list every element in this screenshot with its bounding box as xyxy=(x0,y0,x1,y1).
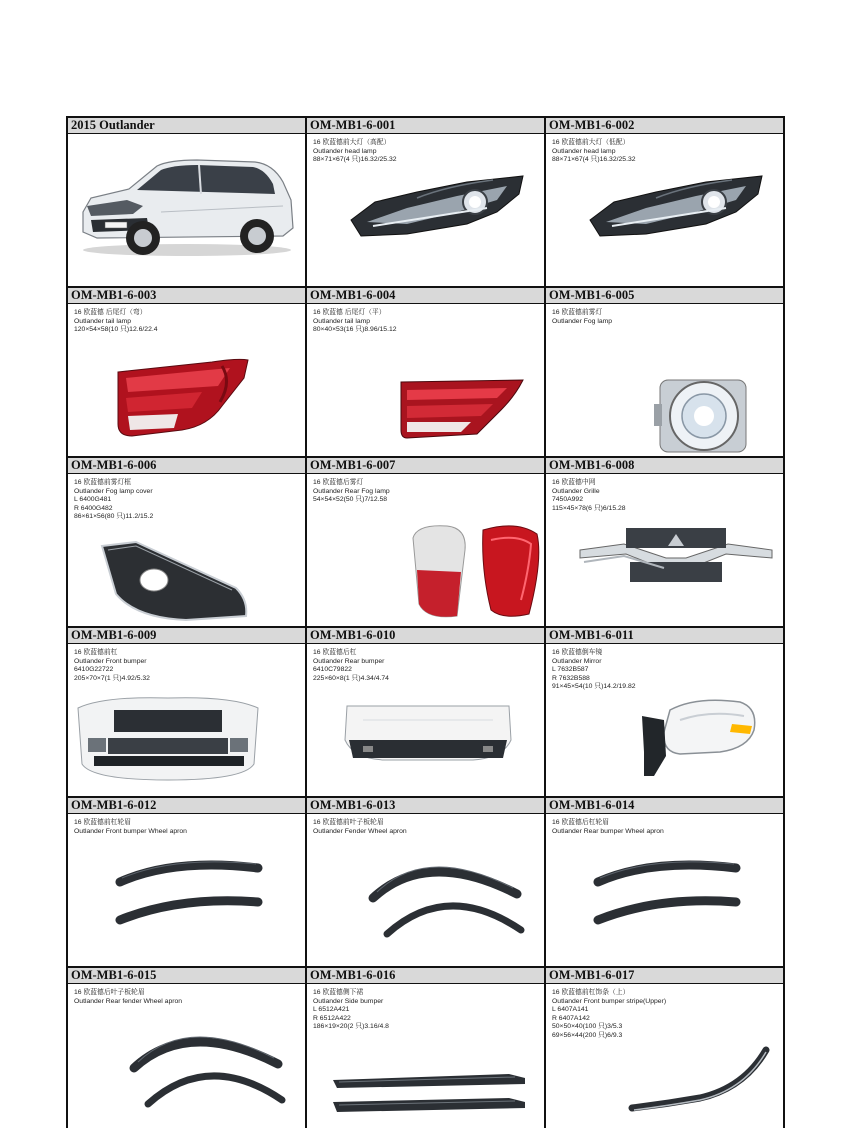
product-cell xyxy=(546,628,785,798)
tail-lamp-inner-image xyxy=(397,376,527,442)
outlander-car-image xyxy=(76,142,298,262)
description-line: R 6512A422 xyxy=(313,1014,351,1022)
bumper-stripe-image xyxy=(626,1044,776,1118)
product-body xyxy=(68,814,305,966)
product-body xyxy=(546,474,783,626)
catalog-row xyxy=(68,798,785,968)
description-line: Outlander head lamp xyxy=(552,147,616,155)
description-line: 16 欧蓝德后杠 xyxy=(313,649,357,656)
fog-lamp-cover-image xyxy=(96,536,256,626)
front-bumper-image xyxy=(74,694,262,784)
description-line: Outlander Rear Fog lamp xyxy=(313,487,390,495)
product-description xyxy=(313,139,397,165)
product-cell xyxy=(307,288,546,458)
catalog-row xyxy=(68,968,785,1128)
catalog-row xyxy=(68,628,785,798)
product-description xyxy=(74,819,187,836)
description-line: 115×45×78(6 只)6/15.28 xyxy=(552,504,626,512)
description-line: Outlander Front bumper stripe(Upper) xyxy=(552,997,667,1005)
product-code: OM-MB1-6-003 xyxy=(68,288,305,304)
product-body xyxy=(307,304,544,456)
product-description xyxy=(552,989,666,1041)
description-line: 16 欧蓝德前雾灯框 xyxy=(74,479,132,486)
product-body xyxy=(307,984,544,1128)
description-line: L 7632B587 xyxy=(552,666,589,674)
product-body xyxy=(68,304,305,456)
description-line: 80×40×53(16 只)8.96/15.12 xyxy=(313,326,397,334)
product-description xyxy=(313,819,407,836)
description-line: Outlander Rear bumper xyxy=(313,657,385,665)
product-cell xyxy=(68,968,307,1128)
description-line: 16 欧蓝德后杠轮眉 xyxy=(552,819,610,826)
product-code: OM-MB1-6-010 xyxy=(307,628,544,644)
product-code: OM-MB1-6-012 xyxy=(68,798,305,814)
description-line: 16 欧蓝德前杠饰条（上） xyxy=(552,989,630,996)
description-line: L 6407A141 xyxy=(552,1006,589,1014)
product-cell xyxy=(546,118,785,288)
mirror-image xyxy=(636,696,760,788)
product-code: OM-MB1-6-005 xyxy=(546,288,783,304)
product-cell xyxy=(68,118,307,288)
product-code: OM-MB1-6-008 xyxy=(546,458,783,474)
product-description xyxy=(552,479,626,513)
description-line: R 7632B588 xyxy=(552,674,590,682)
product-description xyxy=(74,309,158,335)
description-line: 16 欧蓝德倒车镜 xyxy=(552,649,603,656)
product-body xyxy=(546,134,783,286)
product-cell xyxy=(307,118,546,288)
product-description xyxy=(552,139,636,165)
product-body xyxy=(68,474,305,626)
product-cell xyxy=(307,458,546,628)
product-cell xyxy=(307,798,546,968)
description-line: R 6400G482 xyxy=(74,504,113,512)
product-description xyxy=(313,479,390,505)
description-line: Outlander Front bumper Wheel apron xyxy=(74,827,187,835)
wheel-apron-image xyxy=(114,858,264,930)
product-description xyxy=(313,649,389,683)
description-line: Outlander Grille xyxy=(552,487,600,495)
product-description xyxy=(74,989,182,1006)
head-lamp-image xyxy=(586,172,766,242)
description-line: 16 欧蓝德前雾灯 xyxy=(552,309,603,316)
product-cell xyxy=(68,458,307,628)
product-code: OM-MB1-6-013 xyxy=(307,798,544,814)
description-line: 6410G22722 xyxy=(74,666,114,674)
description-line: Outlander head lamp xyxy=(313,147,377,155)
product-body xyxy=(546,984,783,1128)
product-code: OM-MB1-6-004 xyxy=(307,288,544,304)
product-code: OM-MB1-6-009 xyxy=(68,628,305,644)
product-body xyxy=(307,814,544,966)
description-line: 88×71×67(4 只)16.32/25.32 xyxy=(552,156,636,164)
product-code: OM-MB1-6-007 xyxy=(307,458,544,474)
product-body xyxy=(68,984,305,1128)
description-line: 69×56×44(200 只)6/9.3 xyxy=(552,1031,623,1039)
rear-fog-lamp-image xyxy=(407,520,546,624)
rear-bumper-image xyxy=(343,700,513,770)
product-code: OM-MB1-6-011 xyxy=(546,628,783,644)
product-cell xyxy=(546,968,785,1128)
product-body xyxy=(68,134,305,286)
description-line: Outlander tail lamp xyxy=(74,317,132,325)
description-line: 7450A992 xyxy=(552,496,583,504)
fog-lamp-image xyxy=(654,370,752,458)
product-description xyxy=(313,989,389,1032)
grille-image xyxy=(576,528,776,584)
wheel-apron-arch-image xyxy=(128,1024,288,1110)
catalog-row xyxy=(68,288,785,458)
wheel-apron-image xyxy=(592,858,742,930)
product-description xyxy=(552,819,664,836)
description-line: 16 欧蓝德 后尾灯（平） xyxy=(313,309,386,316)
catalog-row xyxy=(68,458,785,628)
description-line: 205×70×7(1 只)4.92/5.32 xyxy=(74,674,150,682)
product-description xyxy=(74,479,153,522)
description-line: Outlander Fog lamp cover xyxy=(74,487,153,495)
tail-lamp-image xyxy=(112,352,252,438)
description-line: 16 欧蓝德后叶子板轮眉 xyxy=(74,989,145,996)
product-description xyxy=(74,649,150,683)
description-line: 16 欧蓝德前杠 xyxy=(74,649,118,656)
description-line: 54×54×52(50 只)7/12.58 xyxy=(313,496,388,504)
product-code: OM-MB1-6-002 xyxy=(546,118,783,134)
description-line: L 6400G481 xyxy=(74,496,112,504)
description-line: 120×54×58(10 只)12.6/22.4 xyxy=(74,326,158,334)
description-line: 16 欧蓝德后雾灯 xyxy=(313,479,364,486)
product-cell xyxy=(307,968,546,1128)
description-line: 16 欧蓝德前叶子板轮眉 xyxy=(313,819,384,826)
product-body xyxy=(68,644,305,796)
product-body xyxy=(546,644,783,796)
product-cell xyxy=(307,628,546,798)
description-line: 86×61×56(80 只)11.2/15.2 xyxy=(74,513,154,521)
description-line: Outlander Mirror xyxy=(552,657,602,665)
description-line: Outlander Fog lamp xyxy=(552,317,613,325)
product-code: OM-MB1-6-017 xyxy=(546,968,783,984)
product-cell xyxy=(68,798,307,968)
product-code: OM-MB1-6-014 xyxy=(546,798,783,814)
catalog-row xyxy=(68,118,785,288)
description-line: 6410C79822 xyxy=(313,666,352,674)
product-description xyxy=(552,309,612,326)
product-cell xyxy=(546,798,785,968)
wheel-apron-arch-image xyxy=(367,854,527,940)
product-cell xyxy=(68,288,307,458)
product-code: OM-MB1-6-006 xyxy=(68,458,305,474)
head-lamp-image xyxy=(347,172,527,242)
product-description xyxy=(552,649,636,692)
description-line: Outlander tail lamp xyxy=(313,317,371,325)
description-line: Outlander Rear fender Wheel apron xyxy=(74,997,183,1005)
description-line: 16 欧蓝德侧下裙 xyxy=(313,989,364,996)
description-line: Outlander Side bumper xyxy=(313,997,384,1005)
product-code: OM-MB1-6-001 xyxy=(307,118,544,134)
side-bumper-image xyxy=(329,1072,529,1116)
product-code: OM-MB1-6-016 xyxy=(307,968,544,984)
description-line: 16 欧蓝德 后尾灯（弯） xyxy=(74,309,147,316)
product-body xyxy=(307,474,544,626)
description-line: 16 欧蓝德前杠轮眉 xyxy=(74,819,132,826)
description-line: 186×19×20(2 只)3.16/4.8 xyxy=(313,1023,389,1031)
description-line: 225×60×8(1 只)4.34/4.74 xyxy=(313,674,389,682)
description-line: 16 欧蓝德前大灯（高配） xyxy=(313,139,391,146)
description-line: 16 欧蓝德中网 xyxy=(552,479,596,486)
product-body xyxy=(546,814,783,966)
description-line: Outlander Front bumper xyxy=(74,657,147,665)
product-cell xyxy=(68,628,307,798)
description-line: 16 欧蓝德前大灯（低配） xyxy=(552,139,630,146)
product-catalog-table xyxy=(66,116,785,1128)
description-line: Outlander Fender Wheel apron xyxy=(313,827,407,835)
description-line: 91×45×54(10 只)14.2/19.82 xyxy=(552,683,636,691)
product-cell xyxy=(546,458,785,628)
product-code: OM-MB1-6-015 xyxy=(68,968,305,984)
product-body xyxy=(546,304,783,456)
product-cell xyxy=(546,288,785,458)
product-body xyxy=(307,644,544,796)
description-line: 88×71×67(4 只)16.32/25.32 xyxy=(313,156,397,164)
description-line: 50×50×40(100 只)3/5.3 xyxy=(552,1023,623,1031)
product-code: 2015 Outlander xyxy=(68,118,305,134)
description-line: L 6512A421 xyxy=(313,1006,350,1014)
description-line: Outlander Rear bumper Wheel apron xyxy=(552,827,664,835)
description-line: R 6407A142 xyxy=(552,1014,590,1022)
product-body xyxy=(307,134,544,286)
product-description xyxy=(313,309,397,335)
